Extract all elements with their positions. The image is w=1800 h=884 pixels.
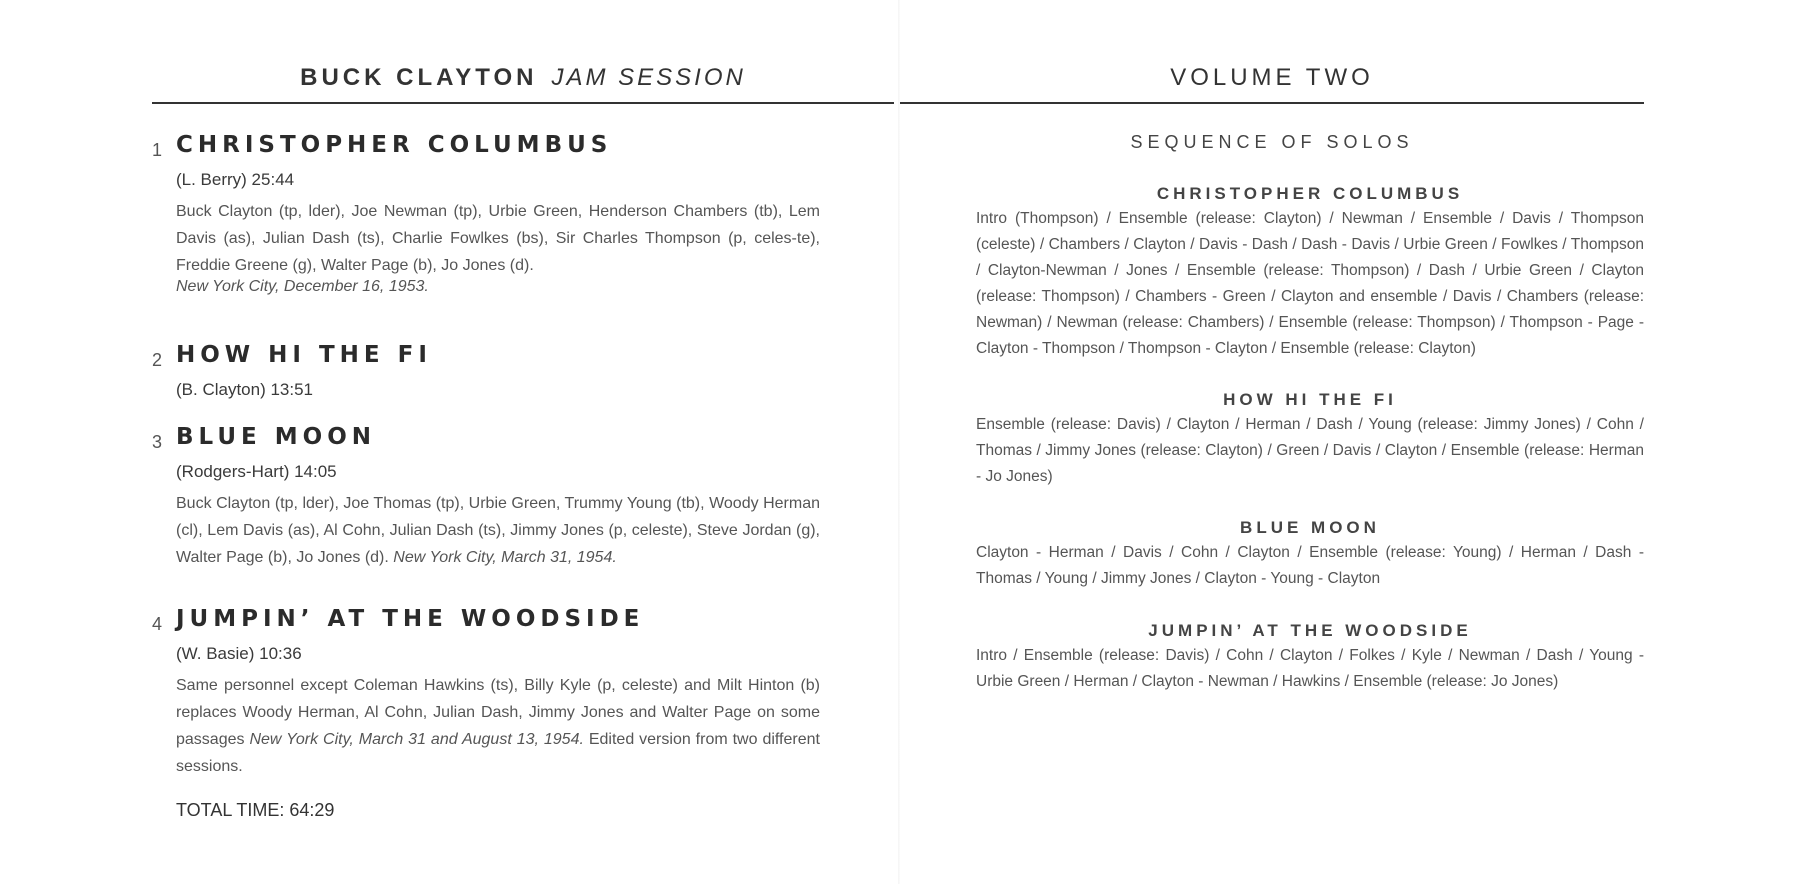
track-personnel: Buck Clayton (tp, lder), Joe Newman (tp), Urbie Green, Henderson Chambers (tb), Lem Davis (as), Julian Dash (ts), Charlie Fowlkes (bs), Sir Charles Thompson (p, celes-te), Freddie Greene (g), Walter Page (b), Jo Jones (d). [176,203,820,274]
track-4 [152,606,820,776]
solo-title: CHRISTOPHER COLUMBUS [1156,184,1464,203]
track-place: New York City, March 31, 1954. [393,549,617,566]
right-header [900,58,1644,104]
solo-title: JUMPIN’ AT THE WOODSIDE [1148,621,1472,640]
track-place: New York City, March 31 and August 13, 1954. [249,731,584,748]
volume-title: VOLUME TWO [1170,64,1374,91]
sequence-title: SEQUENCE OF SOLOS [1130,132,1414,152]
solo-title: BLUE MOON [1240,518,1380,537]
track-3 [152,424,820,574]
solo-text: Intro / Ensemble (release: Davis) / Cohn / Clayton / Folkes / Kyle / Newman / Dash / Young - Urbie Green / Herman / Clayton - Newman / Hawkins / Ensemble (release: Jo Jones) [976,647,1644,690]
album-title: JAM SESSION [551,64,746,91]
left-header [152,58,894,104]
solo-block-jumpin-at-the-woodside [976,619,1644,695]
personnel-note: Edited version from two different sessions. [176,731,820,775]
solo-block-blue-moon [976,516,1644,592]
solo-text: Intro (Thompson) / Ensemble (release: Clayton) / Newman / Ensemble / Davis / Thompson (celeste) / Chambers / Clayton / Davis - Dash / Dash - Davis / Urbie Green / Fowlkes / Thompson / Clayton-Newman / Jones / Ensemble (release: Thompson) / Dash / Urbie Green / Clayton (release: Thompson) / Chambers - Green / Clayton and ensemble / Davis / Chambers (release: Newman) / Newman (release: Chambers) / Ensemble (release: Thompson) / Thompson - Page - Clayton - Thompson / Thompson - Clayton / Ensemble (release: Clayton) [976,210,1644,357]
solo-block-how-hi-the-fi [976,388,1644,490]
track-info: (Rodgers-Hart) 14:05 [176,462,337,481]
solo-block-christopher-columbus [976,182,1644,362]
right-page [898,0,1800,884]
track-personnel [176,672,820,780]
solo-title: HOW HI THE FI [1223,390,1397,409]
track-2 [152,342,820,412]
track-title: BLUE MOON [176,424,377,450]
track-info: (L. Berry) 25:44 [176,170,295,189]
track-title: CHRISTOPHER COLUMBUS [176,132,613,158]
track-number: 4 [152,614,163,634]
personnel-text: Same personnel except Coleman Hawkins (ts), Billy Kyle (p, celeste) and Milt Hinton (b) replaces Woody Herman, Al Cohn, Julian Dash, Jimmy Jones and Walter Page on some passages [176,677,820,748]
track-number: 3 [152,432,163,452]
track-info: (B. Clayton) 13:51 [176,380,314,399]
track-number: 2 [152,350,163,370]
track-title: JUMPIN’ AT THE WOODSIDE [176,606,645,632]
track-number: 1 [152,140,163,160]
artist-name: BUCK CLAYTON [300,64,538,91]
solo-text: Clayton - Herman / Davis / Cohn / Clayton / Ensemble (release: Young) / Herman / Dash - Thomas / Young / Jimmy Jones / Clayton - Young - Clayton [976,544,1644,587]
track-info: (W. Basie) 10:36 [176,644,302,663]
track-place: New York City, December 16, 1953. [176,278,429,295]
personnel-text: Buck Clayton (tp, lder), Joe Thomas (tp), Urbie Green, Trummy Young (tb), Woody Herman (cl), Lem Davis (as), Al Cohn, Julian Dash (ts), Jimmy Jones (p, celeste), Steve Jordan (g), Walter Page (b), Jo Jones (d). [176,495,820,566]
left-page [0,0,898,884]
track-1 [152,132,820,302]
total-time: TOTAL TIME: 64:29 [176,800,335,820]
track-title: HOW HI THE FI [176,342,432,368]
solo-text: Ensemble (release: Davis) / Clayton / Herman / Dash / Young (release: Jimmy Jones) / Cohn / Thomas / Jimmy Jones (release: Clayton) / Green / Davis / Clayton / Ensemble (release: Herman - Jo Jones) [976,416,1644,485]
track-personnel [176,490,820,571]
